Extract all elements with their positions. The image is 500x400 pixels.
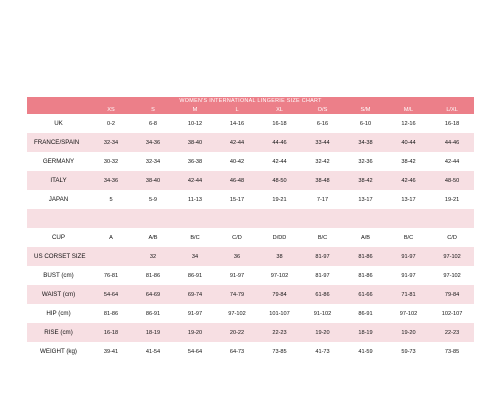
table-cell: 19-20	[387, 323, 430, 342]
table-cell: 81-86	[103, 310, 119, 317]
table-cell: 38-40	[132, 171, 174, 190]
size-chart-table	[27, 97, 474, 361]
table-cell: 19-21	[444, 196, 460, 203]
chart-title-row	[27, 97, 474, 105]
table-cell: 97-102	[443, 272, 461, 279]
size-header-empty	[27, 105, 90, 114]
row-label: RISE (cm)	[27, 323, 90, 342]
table-cell: 61-66	[344, 285, 387, 304]
table-cell: 41-54	[145, 348, 161, 355]
table-cell: 42-44	[272, 158, 287, 165]
table-cell: 38-42	[344, 171, 387, 190]
table-cell: 64-69	[132, 285, 174, 304]
size-header: L	[216, 105, 258, 114]
table-cell: 38-40	[174, 133, 216, 152]
table-row-germany	[27, 152, 474, 171]
table-cell: 42-44	[444, 158, 460, 165]
table-cell: 11-13	[188, 196, 202, 203]
table-cell: 38	[258, 247, 301, 266]
table-cell: 10-12	[187, 120, 203, 127]
table-cell: 42-44	[174, 171, 216, 190]
table-cell: 81-86	[358, 272, 373, 279]
table-cell: 48-50	[430, 171, 474, 190]
table-cell: 12-16	[401, 120, 416, 127]
table-cell: 86-91	[145, 310, 161, 317]
table-cell: 59-73	[401, 348, 416, 355]
table-cell: 91-97	[387, 247, 430, 266]
table-cell: A	[109, 234, 113, 241]
table-cell: 36	[216, 247, 258, 266]
row-label: WEIGHT (kg)	[39, 348, 77, 355]
table-cell: 19-21	[272, 196, 287, 203]
table-cell: 34-36	[90, 171, 132, 190]
size-header: XL	[258, 105, 301, 114]
table-cell: 69-74	[174, 285, 216, 304]
table-cell: 30-32	[103, 158, 119, 165]
row-label: WAIST (cm)	[27, 285, 90, 304]
table-row-uk	[27, 114, 474, 133]
table-cell	[90, 247, 132, 266]
table-cell: 6-8	[148, 120, 158, 127]
table-cell: 86-91	[187, 272, 203, 279]
table-cell: 41-73	[315, 348, 330, 355]
table-row-france-spain	[27, 133, 474, 152]
table-row-italy	[27, 171, 474, 190]
table-cell: 13-17	[401, 196, 416, 203]
table-cell: 22-23	[430, 323, 474, 342]
table-cell: 54-64	[187, 348, 203, 355]
table-cell: 64-73	[229, 348, 245, 355]
table-cell: 38-42	[401, 158, 416, 165]
spacer-cell	[27, 209, 474, 228]
table-cell: B/C	[317, 234, 328, 241]
table-cell: 41-59	[358, 348, 373, 355]
table-cell: 73-85	[444, 348, 460, 355]
table-cell: 48-50	[258, 171, 301, 190]
chart-title: WOMEN'S INTERNATIONAL LINGERIE SIZE CHART	[27, 97, 474, 105]
size-header: S/M	[344, 105, 387, 114]
table-cell: 16-18	[444, 120, 460, 127]
table-cell: 102-107	[441, 310, 463, 317]
row-label: CUP	[51, 234, 66, 241]
row-label: US CORSET SIZE	[27, 247, 90, 266]
table-cell: 97-102	[430, 247, 474, 266]
table-row-rise	[27, 323, 474, 342]
row-label: UK	[54, 120, 63, 127]
table-cell: 38-48	[301, 171, 344, 190]
table-cell: C/D	[232, 234, 242, 241]
table-cell: 32-34	[90, 133, 132, 152]
table-cell: 33-44	[301, 133, 344, 152]
table-cell: B/C	[403, 234, 414, 241]
table-cell: 97-102	[399, 310, 418, 317]
row-label: GERMANY	[42, 158, 75, 165]
table-cell: 44-46	[430, 133, 474, 152]
row-label: BUST (cm)	[43, 272, 74, 279]
table-cell: 6-10	[359, 120, 372, 127]
size-header: M	[174, 105, 216, 114]
table-cell: 18-19	[132, 323, 174, 342]
table-cell: 91-97	[229, 272, 245, 279]
table-row-cup	[27, 228, 474, 247]
table-cell: 86-91	[358, 310, 373, 317]
size-header: L/XL	[430, 105, 474, 114]
table-cell: 32	[132, 247, 174, 266]
table-cell: 7-17	[316, 196, 329, 203]
table-cell: 79-84	[258, 285, 301, 304]
table-cell: 16-18	[272, 120, 287, 127]
table-cell: 32-42	[315, 158, 330, 165]
table-cell: 20-22	[216, 323, 258, 342]
table-cell: 39-41	[103, 348, 119, 355]
table-cell: 0-2	[106, 120, 116, 127]
table-cell: 44-46	[258, 133, 301, 152]
table-cell: 18-19	[344, 323, 387, 342]
size-header: M/L	[387, 105, 430, 114]
size-header: S	[132, 105, 174, 114]
table-cell: 91-97	[401, 272, 416, 279]
table-row-bust	[27, 266, 474, 285]
table-cell: 79-84	[430, 285, 474, 304]
table-cell: A/B	[148, 234, 158, 241]
table-cell: 74-79	[216, 285, 258, 304]
table-cell: B/C	[190, 234, 200, 241]
table-cell: 14-16	[229, 120, 245, 127]
size-header: O/S	[301, 105, 344, 114]
table-cell: 5	[109, 196, 113, 203]
table-row-japan	[27, 190, 474, 209]
table-cell: D/DD	[272, 234, 287, 241]
table-row-waist	[27, 285, 474, 304]
table-cell: 54-64	[90, 285, 132, 304]
table-cell: 19-20	[301, 323, 344, 342]
table-cell: 81-86	[145, 272, 161, 279]
table-row-hip	[27, 304, 474, 323]
table-cell: 34-38	[344, 133, 387, 152]
table-cell: 71-81	[387, 285, 430, 304]
table-cell: 22-23	[258, 323, 301, 342]
table-cell: 16-18	[90, 323, 132, 342]
table-cell: C/D	[447, 234, 457, 241]
row-label: FRANCE/SPAIN	[27, 133, 90, 152]
table-cell: 101-107	[269, 310, 290, 317]
row-label: JAPAN	[48, 196, 69, 203]
table-cell: 40-44	[387, 133, 430, 152]
table-cell: 40-42	[229, 158, 245, 165]
table-cell: 61-86	[301, 285, 344, 304]
table-cell: 42-44	[216, 133, 258, 152]
table-cell: 6-16	[316, 120, 329, 127]
table-spacer-band	[27, 209, 474, 228]
table-cell: 5-9	[148, 196, 158, 203]
size-header: XS	[90, 105, 132, 114]
table-cell: 91-97	[187, 310, 203, 317]
table-cell: 46-48	[216, 171, 258, 190]
row-label: HIP (cm)	[46, 310, 71, 317]
table-cell: 36-38	[187, 158, 203, 165]
table-cell: 81-97	[315, 272, 330, 279]
table-row-us-corset-size	[27, 247, 474, 266]
table-row-weight	[27, 342, 474, 361]
table-cell: 97-102	[270, 272, 289, 279]
table-cell: 34	[174, 247, 216, 266]
table-cell: 81-97	[301, 247, 344, 266]
table-cell: A/B	[360, 234, 371, 241]
table-cell: 19-20	[174, 323, 216, 342]
row-label: ITALY	[27, 171, 90, 190]
table-cell: 32-36	[358, 158, 373, 165]
table-cell: 97-102	[228, 310, 246, 317]
table-cell: 13-17	[358, 196, 373, 203]
table-cell: 91-102	[313, 310, 332, 317]
table-cell: 73-85	[272, 348, 287, 355]
table-cell: 15-17	[229, 196, 245, 203]
table-cell: 76-81	[103, 272, 119, 279]
size-header-row	[27, 105, 474, 114]
table-cell: 42-46	[387, 171, 430, 190]
table-cell: 32-34	[145, 158, 161, 165]
table-cell: 81-86	[344, 247, 387, 266]
table-cell: 34-36	[132, 133, 174, 152]
